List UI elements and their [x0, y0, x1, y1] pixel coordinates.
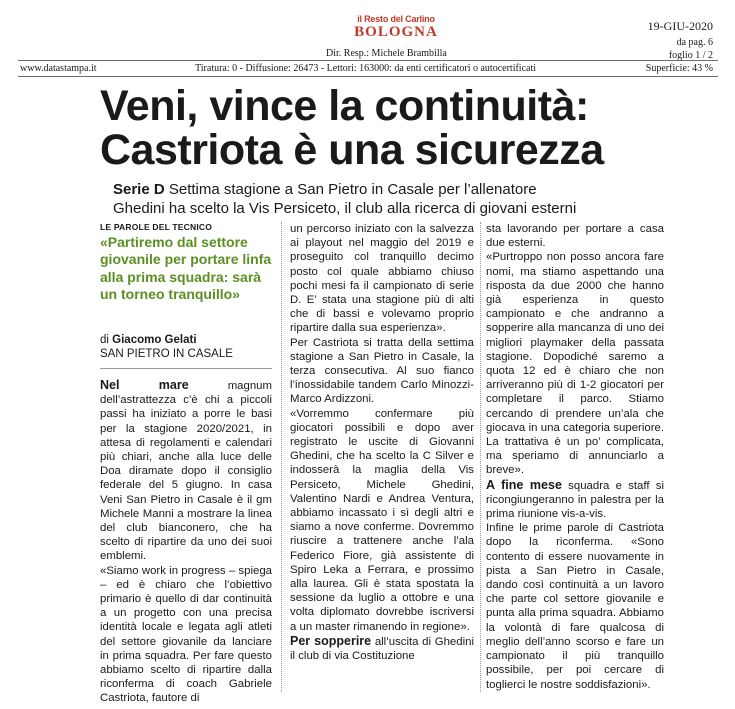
paragraph: [486, 478, 664, 522]
column-separator: [281, 222, 282, 692]
subtitle-section: Serie D: [113, 181, 165, 198]
lead-words: Per sopperire: [290, 633, 372, 648]
column-3: [486, 222, 664, 692]
page-number: da pag. 6: [676, 37, 713, 48]
dateline: SAN PIETRO IN CASALE: [100, 348, 233, 360]
paragraph: [100, 378, 272, 564]
pull-quote: «Partiremo dal settore giovanile per portare linfa alla prima squadra: sarà un torneo tranquillo»: [100, 234, 272, 302]
paragraph: «Purtroppo non posso ancora fare nomi, ma stiamo aspettando una risposta da due 2000 che hanno già esperienza in questo campionato e che andranno a sopperire alla mancanza di uno dei migliori playmaker della passata stagione. Dopodiché saremo a quota 12 ed è chiaro che non arriveranno più di 1-2 giocatori per completare il parco. Stiamo cercando di prendere un’ala che giocava in una categoria superiore. La trattativa è un po’ complicata, ma speriamo di annunciarlo a breve».: [486, 251, 664, 477]
paragraph: [290, 634, 474, 663]
paragraph-text: all’uscita di Ghedini il club di via Costituzione: [290, 635, 474, 663]
column-1: [100, 378, 272, 706]
byline-divider: [100, 368, 272, 369]
circulation-info: Tiratura: 0 - Diffusione: 26473 - Lettori: 163000: da enti certificatori o autocertificati: [195, 63, 537, 74]
header-divider-bottom: [18, 76, 718, 77]
paragraph: sta lavorando per portare a casa due esterni.: [486, 223, 664, 250]
director-responsible: Dir. Resp.: Michele Brambilla: [326, 48, 447, 59]
byline: [100, 334, 197, 346]
publication-date: 19-GIU-2020: [647, 19, 713, 33]
paragraph: un percorso iniziato con la salvezza ai playout nel maggio del 2019 e proseguito col tranquillo decimo posto col quale abbiamo chiuso pochi mesi fa il campionato di serie D. E’ stata una stagione più di alti che di bassi e volevamo proprio ripartire dalla sua esperienza».: [290, 223, 474, 335]
article-subtitle: [113, 180, 673, 218]
paragraph: «Siamo work in progress – spiega – ed è chiaro che l’obiettivo primario è quello di dar continuità a un progetto con una precisa identità locale e legata agli atleti del settore giovanile da lanciare in prima squadra. Per fare questo abbiamo scelto di ripartire dalla riconferma di coach Gabriele Castriota, fautore di: [100, 564, 272, 705]
paragraph: «Vorremmo confermare più giocatori possibili e dopo aver registrato le uscite di Giovanni Ghedini, che ha scelto la C Silver e indosserà la maglia della Vis Persiceto, Michele Ghedini, Valentino Nardi e Andrea Ventura, abbiamo incassato i sì degli altri e siamo a nove conferme. Dovremmo riuscire a trattenere anche l’ala Federico Fiore, già assistente di Spiro Leka a Ferrara, e prossimo alla laurea. Gli è stata spostata la sessione da luglio a ottobre e una volta diplomato dovrebbe iscriversi a un master rimanendo in regione».: [290, 407, 474, 633]
byline-prefix: di: [100, 334, 113, 346]
article-title-line2: Castriota è una sicurezza: [100, 126, 604, 174]
logo-city: BOLOGNA: [354, 24, 438, 40]
newspaper-logo: [349, 14, 443, 40]
paragraph: Per Castriota si tratta della settima stagione a San Pietro in Casale, la terza consecutiva. Al suo fianco l’inossidabile tandem Carlo Minozzi-Marco Ardizzoni.: [290, 336, 474, 406]
column-separator: [480, 222, 481, 692]
surface-percent: Superficie: 43 %: [645, 63, 713, 74]
paragraph-text: squadra e staff si ricongiungeranno in palestra per la prima riunione vis-a-vis.: [486, 479, 665, 521]
subtitle-line1: Settima stagione a San Pietro in Casale per l’allenatore: [164, 181, 537, 198]
column-2: [290, 222, 474, 663]
lead-words: A fine mese: [486, 477, 562, 492]
sheet-number: foglio 1 / 2: [668, 50, 713, 61]
article-title-line1: Veni, vince la continuità:: [100, 82, 589, 130]
subtitle-line2: Ghedini ha scelto la Vis Persiceto, il club alla ricerca di giovani esterni: [113, 200, 577, 217]
kicker-label: LE PAROLE DEL TECNICO: [100, 222, 213, 232]
logo-masthead: il Resto del Carlino: [357, 14, 435, 24]
paragraph: Infine le prime parole di Castriota dopo la riconferma. «Sono contento di essere nuovamente in pista a San Pietro in Casale, dando così continuità a un lavoro che parte col settore giovanile e punta alla prima squadra. Abbiamo la volontà di fare qualcosa di meglio dell’anno scorso e fare un campionato il più tranquillo possibile, per poi cercare di toglierci le nostre soddisfazioni».: [486, 522, 664, 691]
author-name: Giacomo Gelati: [112, 334, 197, 346]
lead-words: Nel mare: [100, 378, 189, 392]
website-link[interactable]: www.datastampa.it: [20, 63, 97, 74]
header-divider-top: [18, 60, 718, 61]
paragraph-text: magnum dell’astrattezza c’è chi a piccoli passi ha iniziato a porre le basi per la stagione 2020/2021, in attesa di regolamenti e calendari più chiari, anche alla luce delle Doa diramate dopo il consiglio federale del 5 giugno. In casa Veni San Pietro in Casale è il gm Michele Manni a mostrare la linea del club bianconero, che ha scelto di ripartire da uno dei suoi emblemi.: [100, 380, 273, 563]
